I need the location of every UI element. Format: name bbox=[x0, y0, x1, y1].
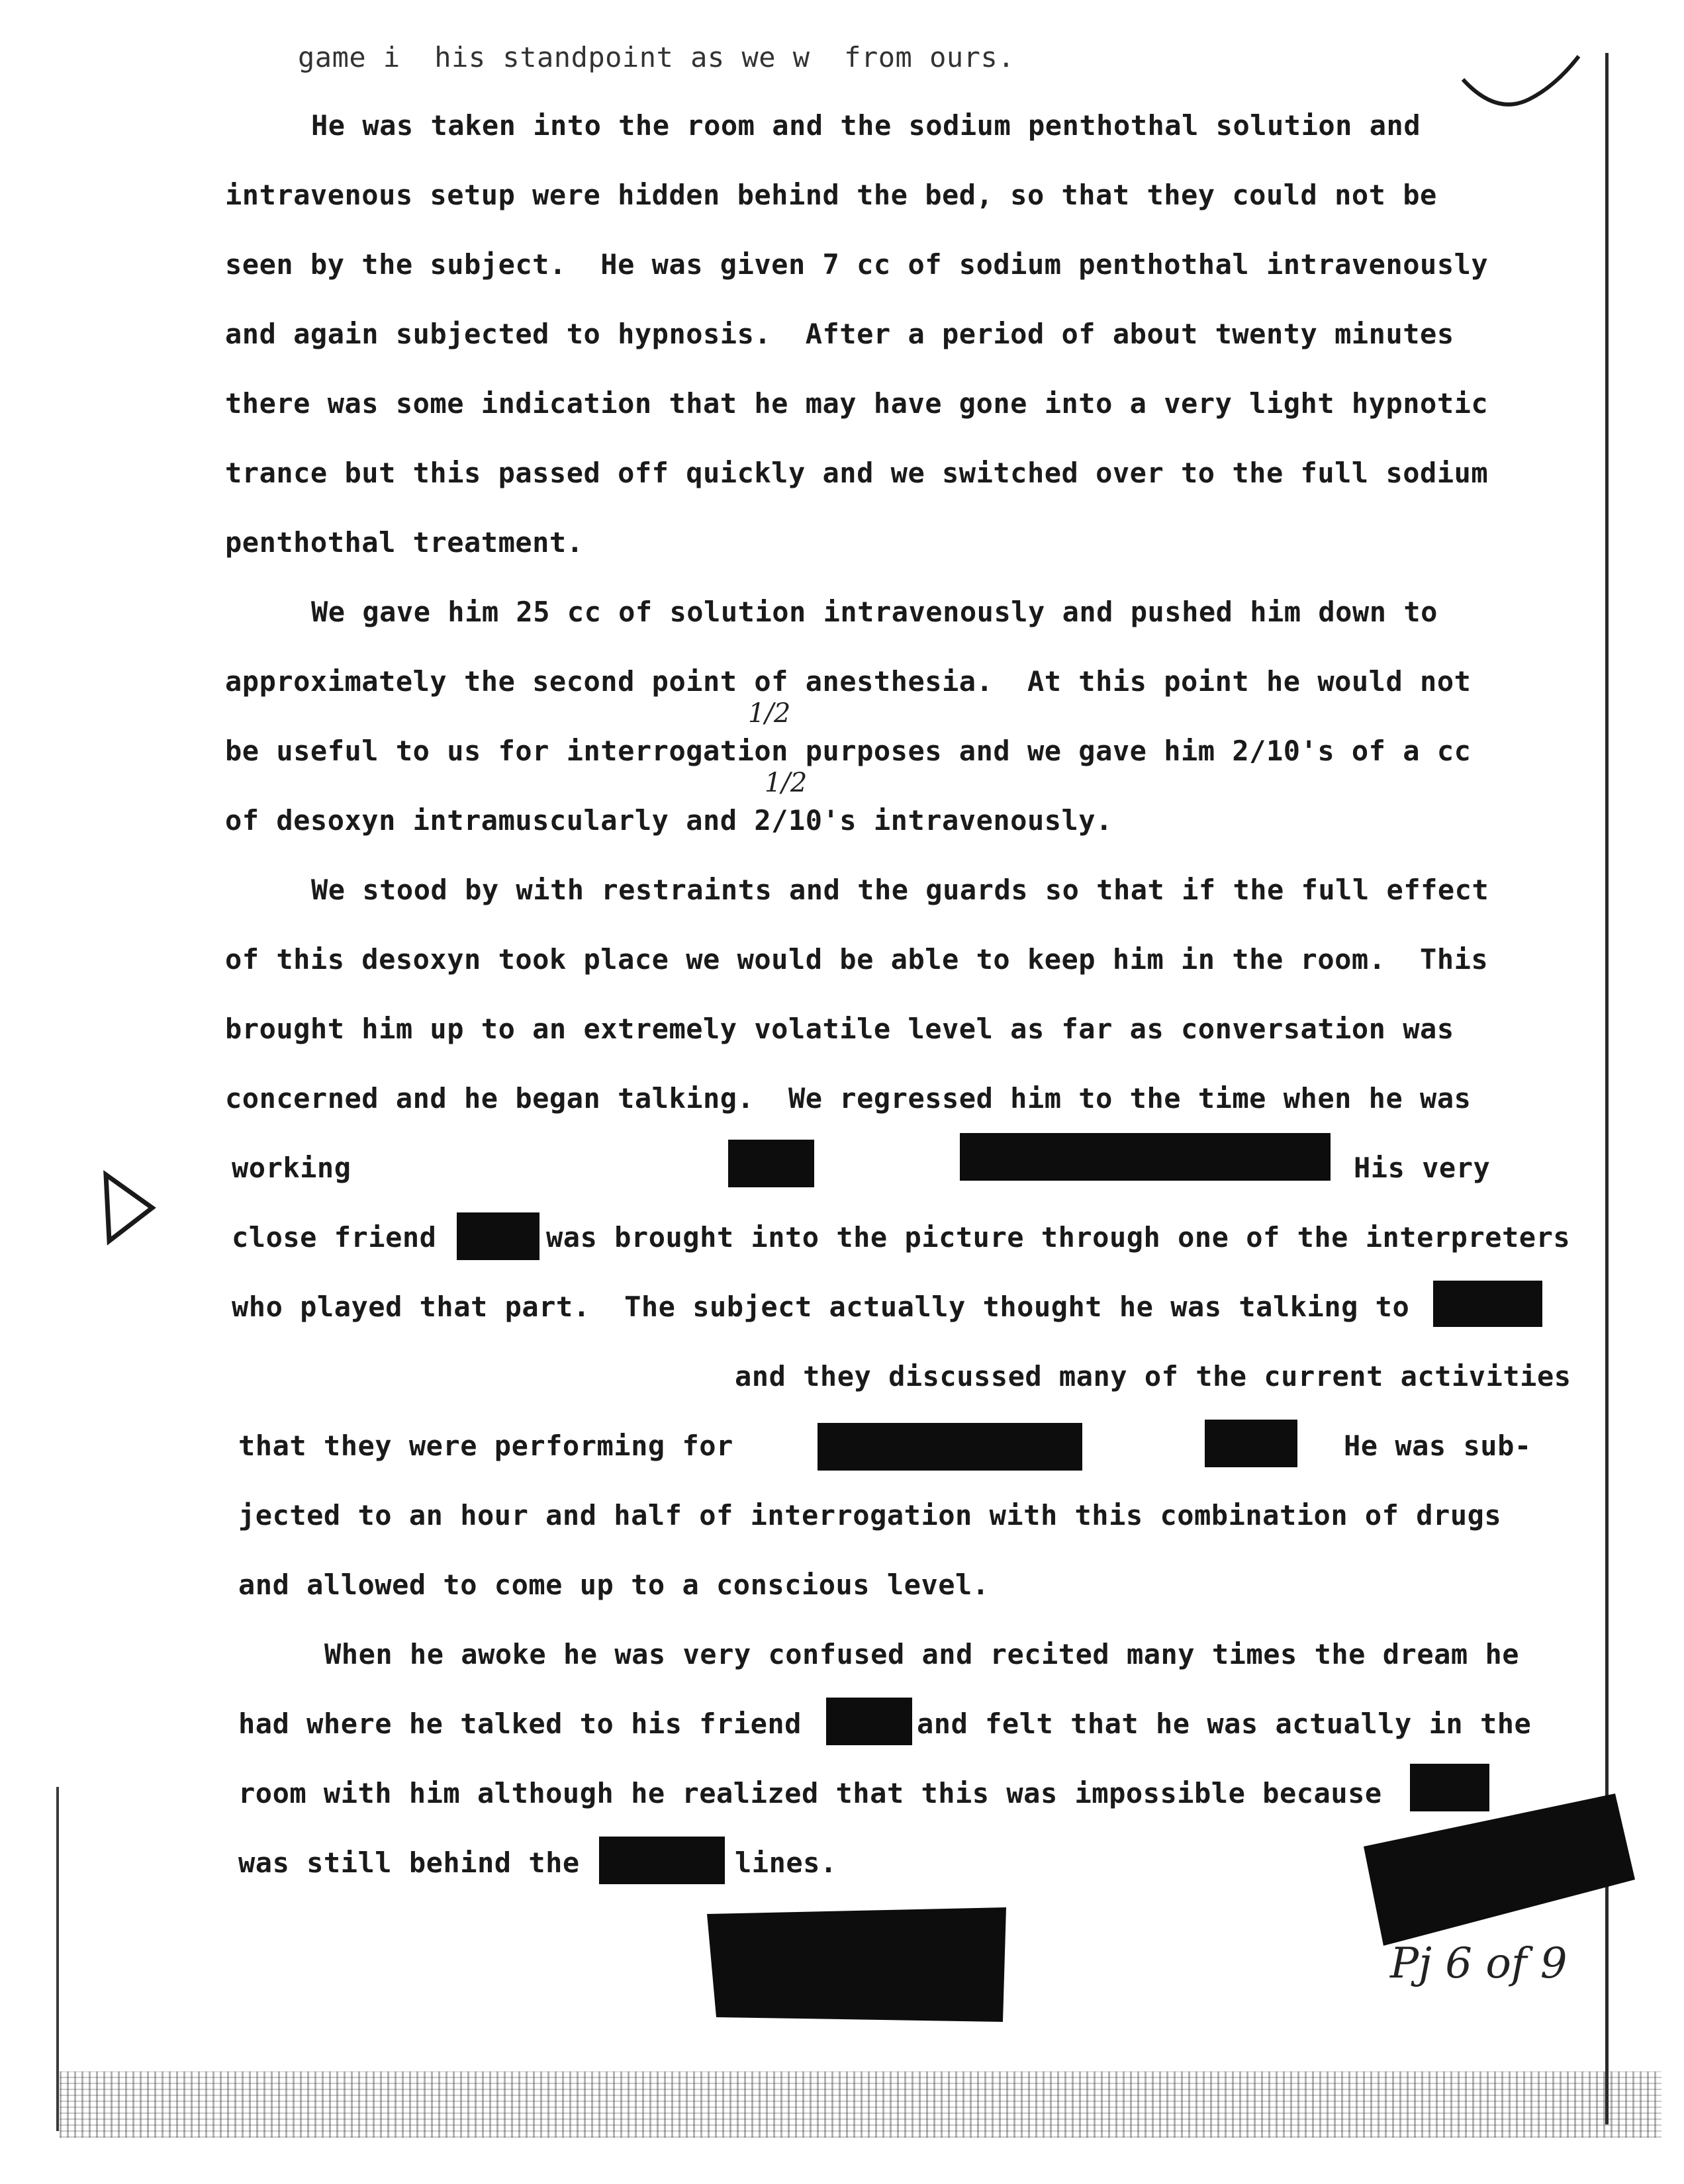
text-line-22: jected to an hour and half of interrogation with this combination of drugs bbox=[238, 1499, 1502, 1531]
text-line-11: be useful to us for interrogation purposes and we gave him 2/10's of a cc bbox=[225, 735, 1472, 767]
scan-noise-bottom bbox=[60, 2071, 1661, 2138]
text-line-8: penthothal treatment. bbox=[225, 526, 584, 559]
redaction-bar bbox=[960, 1133, 1331, 1181]
text-line-17a: working bbox=[232, 1152, 351, 1184]
redaction-block bbox=[1357, 1787, 1635, 1959]
text-line-3: intravenous setup were hidden behind the bed, so that they could not be bbox=[225, 179, 1437, 211]
redaction-bar bbox=[1433, 1281, 1542, 1327]
text-line-13: We stood by with restraints and the guards so that if the full effect bbox=[311, 874, 1489, 906]
text-line-19: who played that part. The subject actually thought he was talking to bbox=[232, 1291, 1410, 1323]
text-line-27b: lines. bbox=[735, 1846, 837, 1879]
text-line-10: approximately the second point of anesthesia. At this point he would not bbox=[225, 665, 1472, 698]
text-line-25b: and felt that he was actually in the bbox=[917, 1707, 1532, 1740]
text-line-23: and allowed to come up to a conscious level. bbox=[238, 1569, 990, 1601]
text-line-18a: close friend bbox=[232, 1221, 437, 1253]
text-line-5: and again subjected to hypnosis. After a period of about twenty minutes bbox=[225, 318, 1454, 350]
text-line-21b: He was sub- bbox=[1344, 1430, 1532, 1462]
text-line-14: of this desoxyn took place we would be able to keep him in the room. This bbox=[225, 943, 1489, 976]
handwritten-page-note: Pj 6 of 9 bbox=[1390, 1939, 1567, 1988]
text-line-16: concerned and he began talking. We regressed him to the time when he was bbox=[225, 1082, 1472, 1115]
handwritten-check-mark bbox=[1456, 53, 1582, 113]
redaction-bar bbox=[599, 1837, 725, 1884]
redaction-bar bbox=[457, 1212, 539, 1260]
text-line-7: trance but this passed off quickly and we switched over to the full sodium bbox=[225, 457, 1489, 489]
margin-triangle-mark bbox=[99, 1171, 159, 1244]
redaction-bar bbox=[818, 1423, 1082, 1471]
text-line-21a: that they were performing for bbox=[238, 1430, 733, 1462]
text-line-18b: was brought into the picture through one of the interpreters bbox=[546, 1221, 1571, 1253]
text-line-2: He was taken into the room and the sodium penthothal solution and bbox=[311, 109, 1421, 142]
text-line-24: When he awoke he was very confused and recited many times the dream he bbox=[324, 1638, 1520, 1670]
handwritten-fraction-note: 1/2 bbox=[748, 698, 791, 729]
text-line-4: seen by the subject. He was given 7 cc of sodium penthothal intravenously bbox=[225, 248, 1489, 281]
text-line-15: brought him up to an extremely volatile level as far as conversation was bbox=[225, 1013, 1454, 1045]
text-line-1: game i his standpoint as we w from ours. bbox=[298, 41, 1015, 73]
left-margin-rule bbox=[56, 1787, 59, 2131]
text-line-27a: was still behind the bbox=[238, 1846, 580, 1879]
text-line-26: room with him although he realized that this was impossible because bbox=[238, 1777, 1382, 1809]
text-line-17b: His very bbox=[1354, 1152, 1491, 1184]
redaction-bar bbox=[826, 1698, 912, 1745]
text-line-12: of desoxyn intramuscularly and 2/10's intravenously. bbox=[225, 804, 1113, 837]
handwritten-fraction-note: 1/2 bbox=[765, 768, 808, 798]
text-line-6: there was some indication that he may have gone into a very light hypnotic bbox=[225, 387, 1489, 420]
text-line-20: and they discussed many of the current activities bbox=[735, 1360, 1571, 1392]
text-line-9: We gave him 25 cc of solution intravenously and pushed him down to bbox=[311, 596, 1438, 628]
text-line-25a: had where he talked to his friend bbox=[238, 1707, 802, 1740]
redaction-bar bbox=[728, 1140, 814, 1187]
redaction-bar bbox=[1205, 1420, 1297, 1467]
redaction-block bbox=[702, 1906, 1013, 2025]
